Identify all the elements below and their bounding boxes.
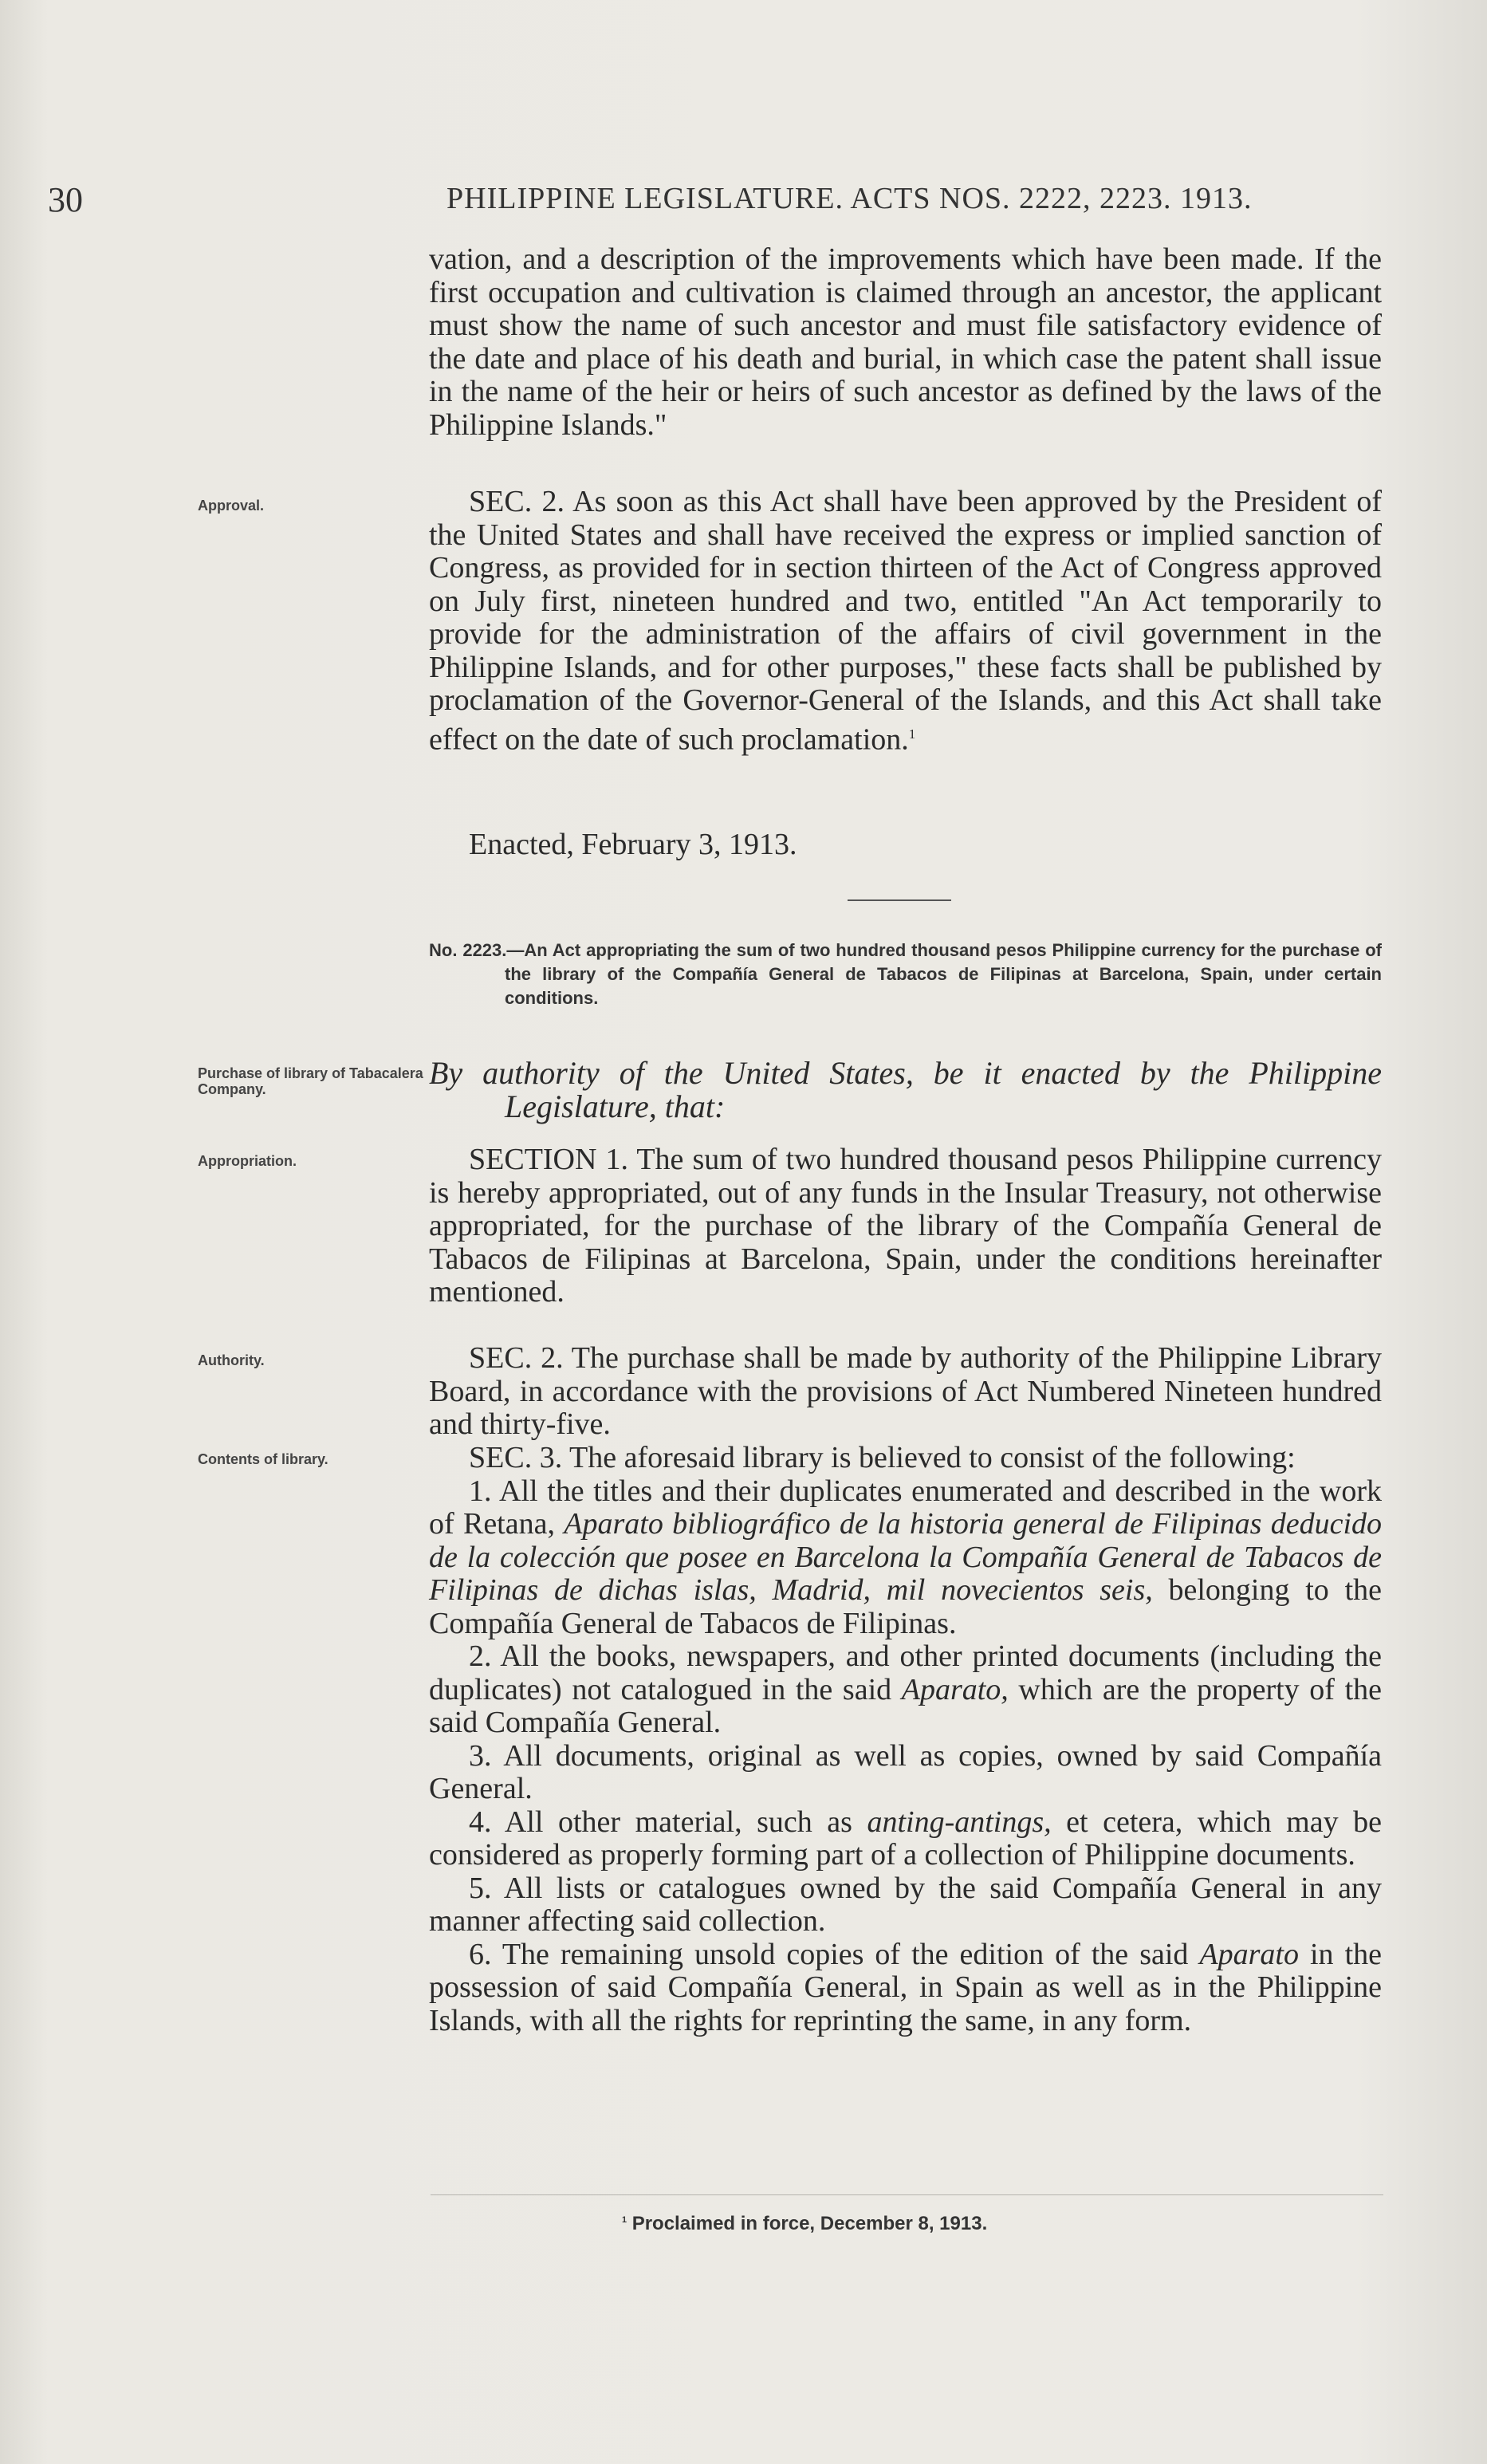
margin-note-authority: Authority. <box>198 1352 265 1368</box>
section-text: As soon as this Act shall have been approved by the President of the United States and shall have received the express or implied sanction of Congress, as provided for in section thirteen of the Act of Congress approved on July first, nineteen hundred and two, entitled "An Act temporarily to provide for the administration of the affairs of civil government in the Philippine Islands, and for other purposes," these facts shall be published by proclamation of the Governor-General of the Islands, and this Act shall take effect on the date of such proclamation. <box>429 485 1382 757</box>
list-item: 6. The remaining unsold copies of the edition of the said Aparato in the possession of said Compañía General, in Spain as well as in the Philippine Islands, with all the rights for reprinting the same, in any form. <box>429 1937 1382 2037</box>
margin-note-contents: Contents of library. <box>198 1451 328 1467</box>
section-text: The purchase shall be made by authority of the Philippine Library Board, in accordance with the provisions of Act Numbered Nineteen hundred and thirty-five. <box>429 1341 1382 1441</box>
list-item: 5. All lists or catalogues owned by the said Compañía General in any manner affecting said collection. <box>429 1871 1382 1938</box>
section-label: SEC. 2. <box>469 1341 564 1375</box>
enacted-date: Enacted, February 3, 1913. <box>469 828 797 861</box>
section-label: SEC. 2. <box>469 485 565 518</box>
section-label: SEC. 3. <box>469 1441 563 1474</box>
footnote-mark: 1 <box>908 726 916 742</box>
continuation-text: vation, and a description of the improvements which have been made. If the first occupation and cultivation is claimed through an ancestor, the applicant must show the name of such ancestor and must file satisfactory evidence of the date and place of his death and burial, in which case the patent shall issue in the name of the heir or heirs of such ancestor as defined by the laws of the Philippine Islands." <box>429 242 1382 442</box>
list-item: 1. All the titles and their duplicates enumerated and described in the work of Retana, Aparato bibliográfico de la historia general de Filipinas deducido de la colección que posee en Barcelona la Compañía General de Tabacos de Filipinas de dichas islas, Madrid, mil novecientos seis, belonging to the Compañía General de Tabacos de Filipinas. <box>429 1474 1382 1640</box>
section-3-and-items <box>429 1442 1382 2037</box>
page-number: 30 <box>48 180 83 219</box>
footnote <box>622 2213 987 2235</box>
footnote-text: Proclaimed in force, December 8, 1913. <box>631 2213 988 2234</box>
footnote-rule <box>431 2194 1383 2195</box>
list-item: 4. All other material, such as anting-antings, et cetera, which may be considered as properly forming part of a collection of Philippine documents. <box>429 1805 1382 1872</box>
continuation-paragraph <box>429 243 1382 442</box>
section-text: The sum of two hundred thousand pesos Philippine currency is hereby appropriated, out of any funds in the Insular Treasury, not otherwise appropriated, for the purchase of the library of the Compañía General de Tabacos de Filipinas at Barcelona, Spain, under the conditions hereinafter mentioned. <box>429 1143 1382 1309</box>
margin-note-purchase: Purchase of library of Tabacalera Company. <box>198 1065 423 1097</box>
list-item: 2. All the books, newspapers, and other printed documents (including the duplicates) not catalogued in the said Aparato, which are the property of the said Compañía General. <box>429 1639 1382 1739</box>
list-item: 3. All documents, original as well as copies, owned by said Compañía General. <box>429 1738 1382 1805</box>
margin-note-appropriation: Appropriation. <box>198 1153 297 1169</box>
margin-note-approval: Approval. <box>198 498 265 514</box>
section-2-previous-act <box>429 486 1382 757</box>
section-divider <box>848 899 951 901</box>
section-2 <box>429 1342 1382 1442</box>
section-text: The aforesaid library is believed to consist of the following: <box>562 1441 1296 1474</box>
running-head: PHILIPPINE LEGISLATURE. ACTS NOS. 2222, 2223. 1913. <box>446 182 1253 215</box>
enacting-clause: By authority of the United States, be it enacted by the Philippine Legislature, that: <box>429 1055 1382 1124</box>
section-label: SECTION 1. <box>469 1143 628 1176</box>
section-1 <box>429 1143 1382 1309</box>
act-2223-summary: No. 2223.—An Act appropriating the sum of two hundred thousand pesos Philippine currency for the purchase of the library of the Compañía General de Tabacos de Filipinas at Barcelona, Spain, under certain conditions. <box>429 940 1382 1008</box>
footnote-mark: 1 <box>622 2215 627 2225</box>
